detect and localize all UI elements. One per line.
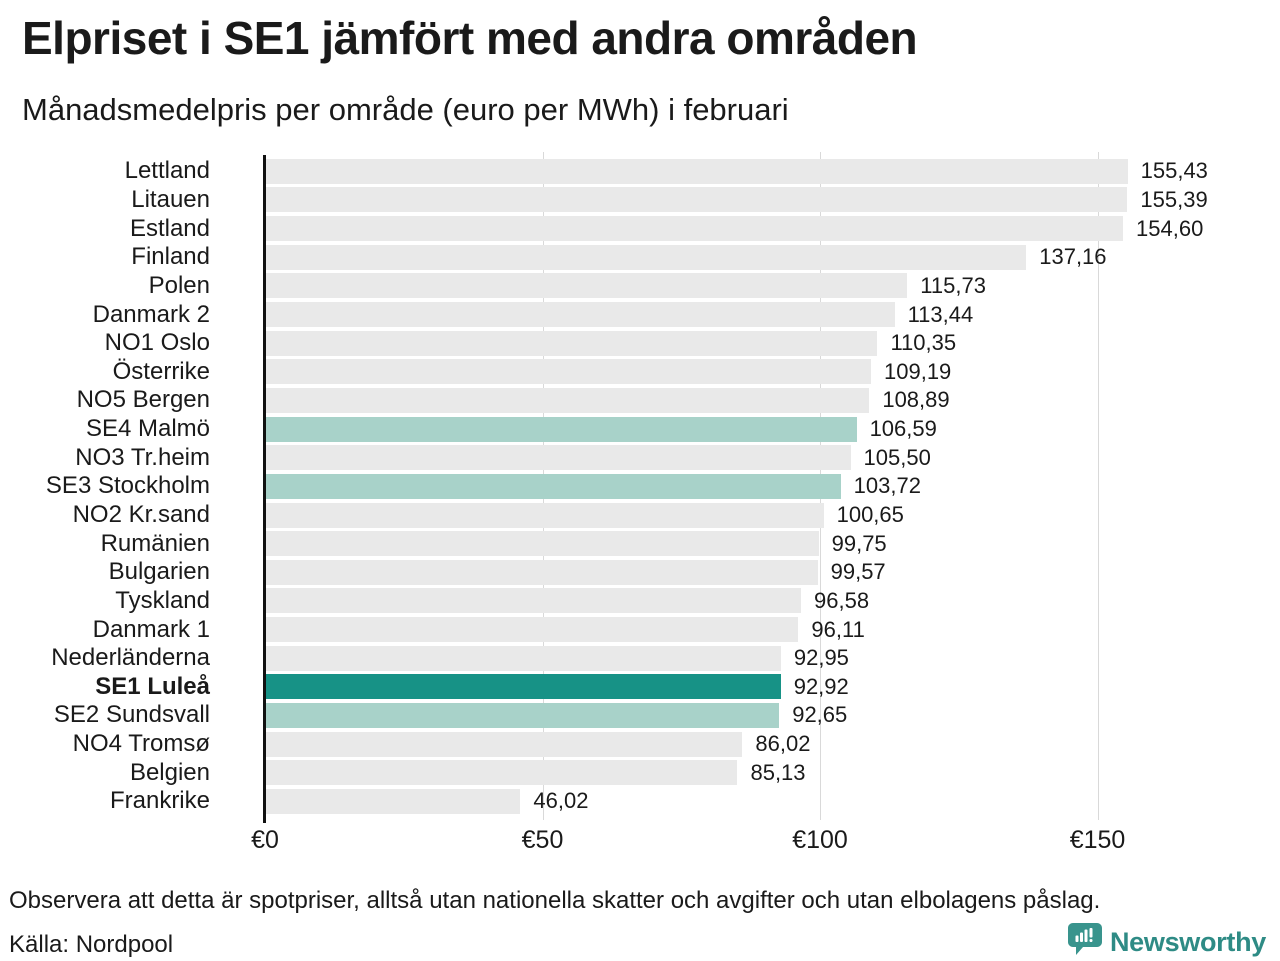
bar-area <box>265 443 1280 472</box>
value-label: 92,92 <box>793 673 849 699</box>
chart-row <box>0 529 1280 558</box>
value-label: 103,72 <box>853 473 921 499</box>
chart-row <box>0 214 1280 243</box>
bar-area <box>265 701 1280 730</box>
bar-area <box>265 214 1280 243</box>
bar <box>265 245 1026 270</box>
newsworthy-logo-text: Newsworthy <box>1109 926 1266 957</box>
bar-area <box>265 357 1280 386</box>
bar <box>265 560 818 585</box>
bar <box>265 674 781 699</box>
value-label: 154,60 <box>1136 215 1204 241</box>
chart-row <box>0 730 1280 759</box>
bar-area <box>265 329 1280 358</box>
bar <box>265 159 1128 184</box>
category-label: Frankrike <box>109 787 210 815</box>
x-axis <box>0 826 1280 860</box>
category-label: SE1 Luleå <box>95 672 210 700</box>
bar <box>265 474 841 499</box>
category-label: Danmark 1 <box>92 615 210 643</box>
category-label: Finland <box>131 243 210 271</box>
bar-area <box>265 587 1280 616</box>
chart-row <box>0 701 1280 730</box>
chart-row <box>0 673 1280 702</box>
bar-area <box>265 615 1280 644</box>
chart-row <box>0 501 1280 530</box>
chart-row <box>0 587 1280 616</box>
value-label: 99,75 <box>831 530 887 556</box>
category-label: NO1 Oslo <box>104 329 210 357</box>
value-label: 115,73 <box>920 272 986 298</box>
value-label: 99,57 <box>830 559 886 585</box>
value-label: 109,19 <box>884 358 952 384</box>
bar-area <box>265 558 1280 587</box>
category-label: Danmark 2 <box>92 300 210 328</box>
category-label: SE2 Sundsvall <box>53 701 210 729</box>
chart-subtitle: Månadsmedelpris per område (euro per MWh) i februari <box>22 92 789 127</box>
category-label: NO3 Tr.heim <box>75 443 210 471</box>
bar-area <box>265 157 1280 186</box>
x-tick-label: €150 <box>1069 826 1126 854</box>
value-label: 105,50 <box>863 444 931 470</box>
bar-area <box>265 272 1280 301</box>
chart-row <box>0 329 1280 358</box>
category-label: Rumänien <box>100 529 210 557</box>
value-label: 106,59 <box>869 416 937 442</box>
bar <box>265 417 857 442</box>
x-tick-label: €50 <box>521 826 564 854</box>
chart-row <box>0 357 1280 386</box>
category-label: Lettland <box>124 157 210 185</box>
value-label: 113,44 <box>907 301 974 327</box>
bar <box>265 445 851 470</box>
bar <box>265 273 907 298</box>
chart-row <box>0 243 1280 272</box>
bar-area <box>265 730 1280 759</box>
bar <box>265 732 742 757</box>
value-label: 86,02 <box>755 731 811 757</box>
chart-row <box>0 386 1280 415</box>
bar <box>265 617 798 642</box>
category-label: Österrike <box>112 357 210 385</box>
bar-area <box>265 415 1280 444</box>
newsworthy-logo-icon <box>1068 923 1102 961</box>
chart-row <box>0 758 1280 787</box>
bar-area <box>265 529 1280 558</box>
bar <box>265 302 895 327</box>
category-label: Belgien <box>129 758 210 786</box>
category-label: SE3 Stockholm <box>45 472 210 500</box>
category-label: NO4 Tromsø <box>72 730 210 758</box>
source-credit: Källa: Nordpool <box>9 931 174 958</box>
chart-row <box>0 443 1280 472</box>
value-label: 92,65 <box>792 702 848 728</box>
bar-area <box>265 186 1280 215</box>
bar-area <box>265 386 1280 415</box>
bar <box>265 187 1127 212</box>
chart-row <box>0 300 1280 329</box>
chart-row <box>0 787 1280 816</box>
chart-rows <box>0 157 1280 816</box>
bar-area <box>265 787 1280 816</box>
footnote: Observera att detta är spotpriser, alltså utan nationella skatter och avgifter och utan elbolagens påslag. <box>9 887 1101 914</box>
bar <box>265 703 779 728</box>
bar-area <box>265 673 1280 702</box>
category-label: Polen <box>148 271 210 299</box>
value-label: 155,43 <box>1140 158 1208 184</box>
bar <box>265 216 1123 241</box>
value-label: 155,39 <box>1140 186 1208 212</box>
value-label: 92,95 <box>793 645 849 671</box>
bar <box>265 789 520 814</box>
category-label: Litauen <box>131 185 210 213</box>
x-tick-label: €0 <box>251 826 279 854</box>
x-tick-label: €100 <box>792 826 848 854</box>
bar-area <box>265 501 1280 530</box>
chart-row <box>0 415 1280 444</box>
bar <box>265 503 824 528</box>
bar-area <box>265 758 1280 787</box>
chart-row <box>0 472 1280 501</box>
bar <box>265 359 871 384</box>
category-label: NO2 Kr.sand <box>72 501 210 528</box>
category-label: Bulgarien <box>108 558 210 586</box>
bar <box>265 531 819 556</box>
bar <box>265 331 877 356</box>
bar-area <box>265 644 1280 673</box>
chart-row <box>0 157 1280 186</box>
value-label: 108,89 <box>882 387 950 413</box>
bar-area <box>265 300 1280 329</box>
value-label: 96,11 <box>811 616 865 642</box>
bar <box>265 588 801 613</box>
chart-row <box>0 615 1280 644</box>
value-label: 96,58 <box>814 587 870 613</box>
category-label: NO5 Bergen <box>76 386 210 414</box>
value-label: 137,16 <box>1039 244 1107 270</box>
bar-area <box>265 243 1280 272</box>
chart-row <box>0 644 1280 673</box>
category-label: SE4 Malmö <box>85 415 210 443</box>
newsworthy-logo <box>1068 923 1266 961</box>
chart-row <box>0 186 1280 215</box>
page-title: Elpriset i SE1 jämfört med andra områden <box>22 12 918 64</box>
bar <box>265 760 737 785</box>
bar-chart <box>0 150 1280 866</box>
y-axis-line <box>263 155 266 823</box>
value-label: 100,65 <box>836 502 904 527</box>
value-label: 110,35 <box>890 330 957 356</box>
category-label: Estland <box>129 214 210 242</box>
category-label: Nederländerna <box>51 644 210 672</box>
chart-row <box>0 558 1280 587</box>
bar-area <box>265 472 1280 501</box>
bar <box>265 388 869 413</box>
chart-row <box>0 272 1280 301</box>
bar <box>265 646 781 671</box>
category-label: Tyskland <box>115 586 210 614</box>
value-label: 85,13 <box>750 759 806 785</box>
value-label: 46,02 <box>533 788 589 814</box>
